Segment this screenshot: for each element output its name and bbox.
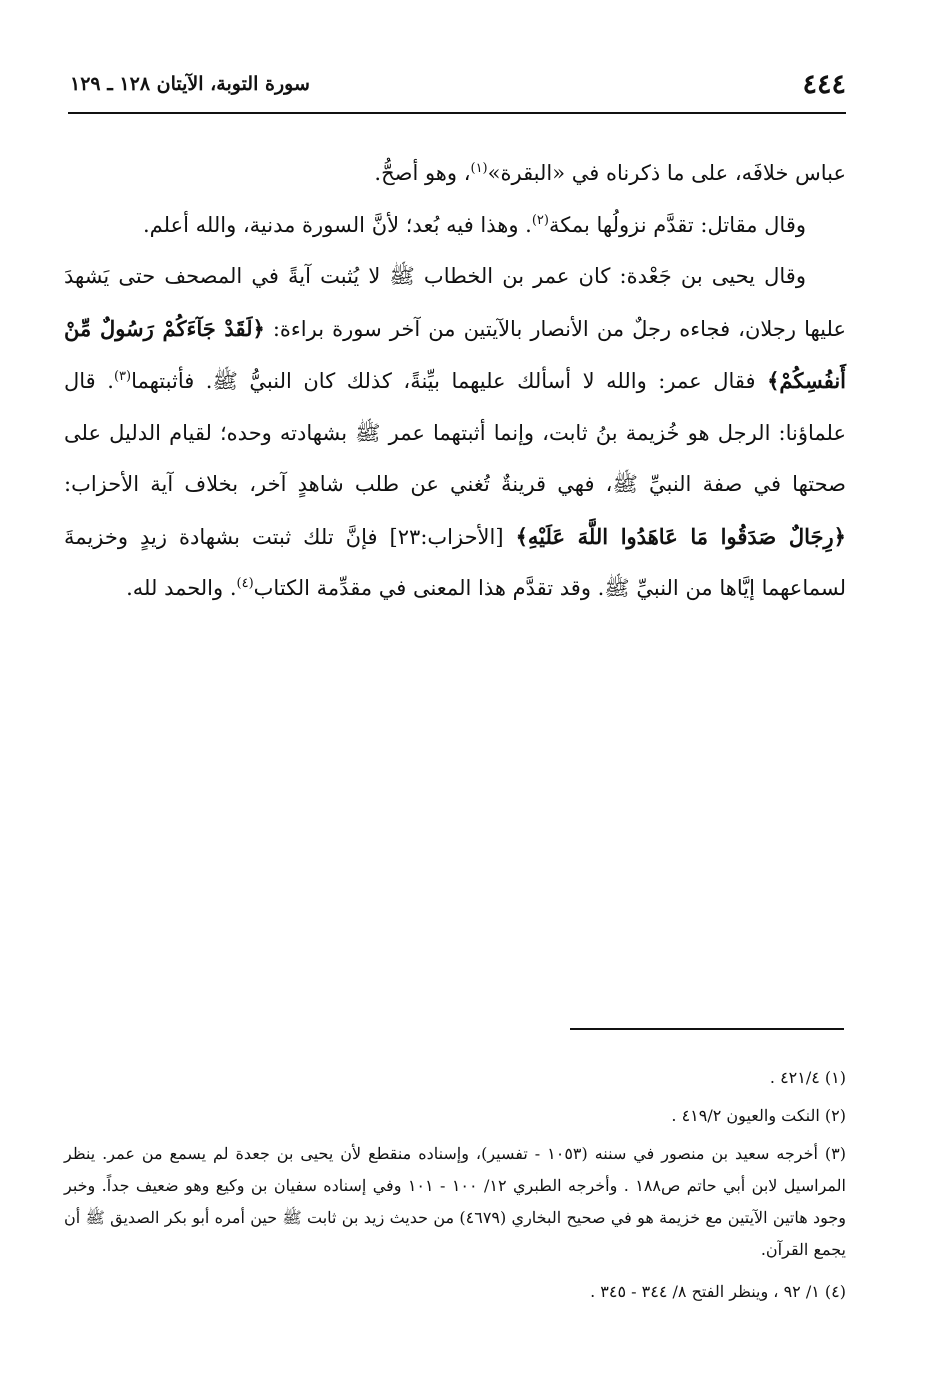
header-rule xyxy=(68,112,846,114)
paragraph-text: ، وهو أصحُّ. xyxy=(374,161,471,185)
page-number: ٤٤٤ xyxy=(802,68,846,100)
page-header xyxy=(70,64,846,104)
paragraph-1 xyxy=(64,148,846,200)
paragraph-3 xyxy=(64,251,846,615)
footnote-3: (٣) أخرجه سعيد بن منصور في سننه (١٠٥٣ - تفسير)، وإسناده منقطع لأن يحيى بن جعدة لم يسمع من عمر. ينظر المراسيل لابن أبي حاتم ص١٨٨ . وأخرجه الطبري ١٢/ ١٠٠ - ١٠١ وفي إسناده سفيان بن وكيع وهو ضعيف جداً. وخبر وجود هاتين الآيتين مع خزيمة هو في صحيح البخاري (٤٦٧٩) من حديث زيد بن ثابت ﷺ حين أمره أبو بكر الصديق ﷺ أن يجمع القرآن. xyxy=(64,1144,847,1259)
paragraph-text: عباس خلافَه، على ما ذكرناه في «البقرة» xyxy=(487,161,846,185)
footnote-1: (١) ٤٢١/٤ . xyxy=(769,1068,846,1087)
paragraph-text: وقال يحيى بن جَعْدة: كان عمر بن الخطاب ﷺ لا يُثبت آيةً في المصحف حتى يَشهدَ عليها رجلان، فجاءه رجلٌ من الأنصار بالآيتين من آخر سورة براءة: xyxy=(64,264,846,341)
paragraph-text: . وهذا فيه بُعد؛ لأنَّ السورة مدنية، والله أعلم. xyxy=(142,212,532,237)
footnote-ref: (٢) xyxy=(531,212,549,228)
paragraph-text: وقال مقاتل: تقدَّم نزولُها بمكة xyxy=(548,212,806,237)
footnote-separator xyxy=(570,1028,844,1030)
footnote-4: (٤) ١/ ٩٢ ، وينظر الفتح ٨/ ٣٤٤ - ٣٤٥ . xyxy=(590,1282,846,1301)
paragraph-text: [الأحزاب:٢٣] فإنَّ تلك ثبتت بشهادة زيدٍ وخزيمةَ لسماعهما إيَّاها من النبيِّ ﷺ. وقد تقدَّم هذا المعنى في مقدِّمة الكتاب xyxy=(64,524,846,600)
footnote-2: (٢) النكت والعيون ٤١٩/٢ . xyxy=(671,1106,846,1125)
footnote-ref: (٤) xyxy=(236,576,254,591)
main-text xyxy=(64,148,846,615)
quran-verse: ﴿رِجَالٌ صَدَقُوا مَا عَاهَدُوا اللَّهَ عَلَيْهِ﴾ xyxy=(515,523,846,549)
paragraph-2 xyxy=(64,200,846,252)
paragraph-text: . والحمد لله. xyxy=(126,576,237,600)
paragraph-text: فقال عمر: والله لا أسألك عليهما بيِّنةً، كذلك كان النبيُّ ﷺ. فأثبتهما xyxy=(131,369,768,393)
footnote-ref: (٣) xyxy=(113,369,132,384)
paragraph-text: . قال علماؤنا: الرجل هو خُزيمة بنُ ثابت، وإنما أثبتهما عمر ﷺ بشهادته وحده؛ لقيام الدليل على صحتها في صفة النبيِّ ﷺ، فهي قرينةٌ تُغني عن طلب شاهدٍ آخر، بخلاف آية الأحزاب: xyxy=(64,369,846,496)
footnote-ref: (١) xyxy=(470,161,488,176)
running-head: سورة التوبة، الآيتان ١٢٨ ـ ١٢٩ xyxy=(70,73,310,95)
footnotes xyxy=(64,1062,846,1314)
quran-verse: ﴿لَقَدْ جَآءَكُمْ رَسُولٌ مِّنْ أَنفُسِكُمْ﴾ xyxy=(64,315,846,393)
